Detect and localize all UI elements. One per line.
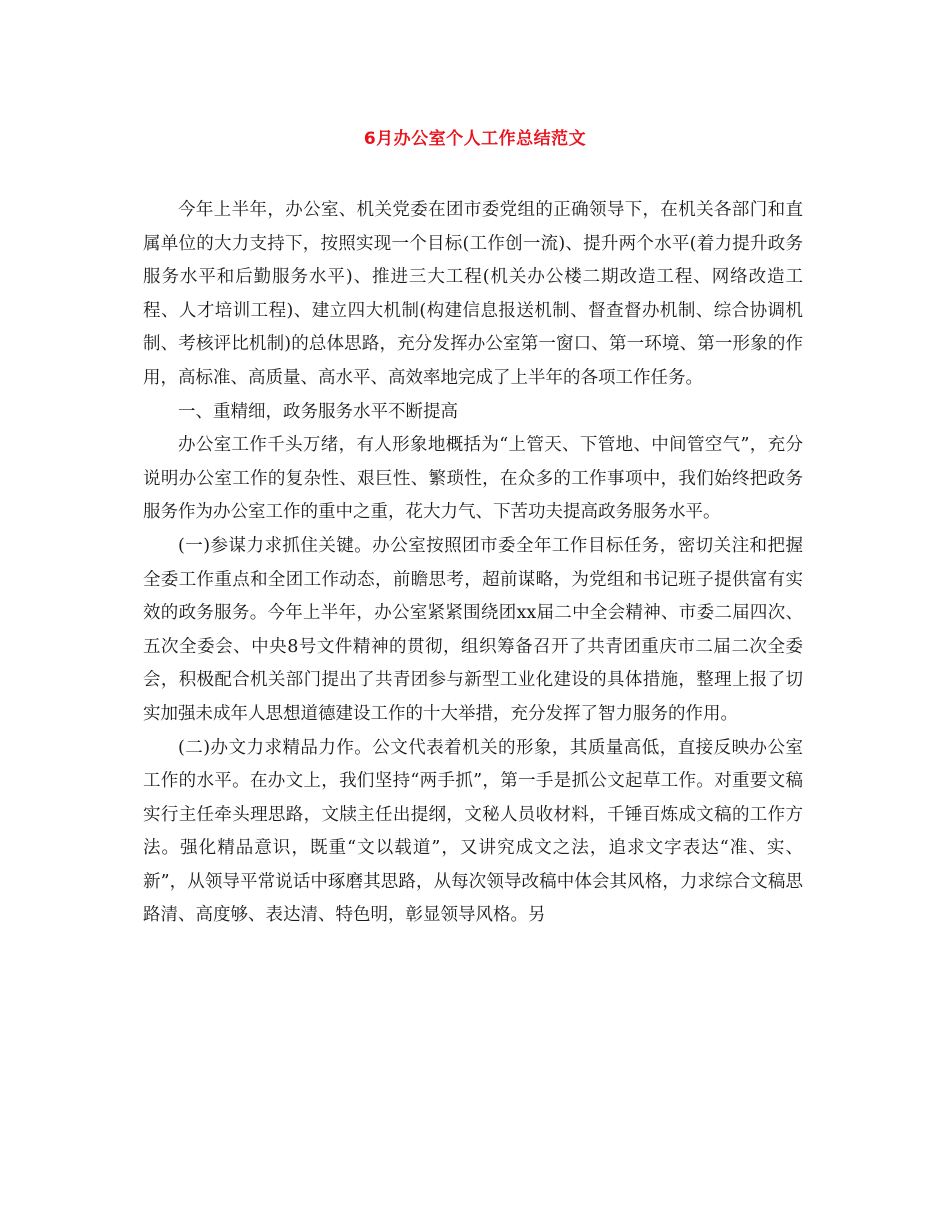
paragraph-item-1: (一)参谋力求抓住关键。办公室按照团市委全年工作目标任务，密切关注和把握全委工作重点和全团工作动态，前瞻思考，超前谋略，为党组和书记班子提供富有实效的政务服务。今年上半年，办公室紧紧围绕团xx届二中全会精神、市委二届四次、五次全委会、中央8号文件精神的贯彻，组织筹备召开了共青团重庆市二届二次全委会，积极配合机关部门提出了共青团参与新型工业化建设的具体措施，整理上报了切实加强未成年人思想道德建设工作的十大举措，充分发挥了智力服务的作用。 — [143, 535, 803, 724]
section-heading-1: 一、重精细，政务服务水平不断提高 — [178, 401, 458, 422]
document-title: 6月办公室个人工作总结范文 — [363, 129, 587, 149]
paragraph-section-1: 办公室工作千头万绪，有人形象地概括为“上管天、下管地、中间管空气”，充分说明办公室工作的复杂性、艰巨性、繁琐性，在众多的工作事项中，我们始终把政务服务作为办公室工作的重中之重，花大力气、下苦功夫提高政务服务水平。 — [143, 435, 803, 523]
paragraph-intro: 今年上半年，办公室、机关党委在团市委党组的正确领导下，在机关各部门和直属单位的大力支持下，按照实现一个目标(工作创一流)、提升两个水平(着力提升政务服务水平和后勤服务水平)、推进三大工程(机关办公楼二期改造工程、网络改造工程、人才培训工程)、建立四大机制(构建信息报送机制、督查督办机制、综合协调机制、考核评比机制)的总体思路，充分发挥办公室第一窗口、第一环境、第一形象的作用，高标准、高质量、高水平、高效率地完成了上半年的各项工作任务。 — [143, 200, 803, 388]
document-body — [143, 194, 803, 933]
paragraph-item-2: (二)办文力求精品力作。公文代表着机关的形象，其质量高低，直接反映办公室工作的水平。在办文上，我们坚持“两手抓”，第一手是抓公文起草工作。对重要文稿实行主任牵头理思路，文牍主任出提纲，文秘人员收材料，千锤百炼成文稿的工作方法。强化精品意识，既重“文以载道”，又讲究成文之法，追求文字表达“准、实、新”，从领导平常说话中琢磨其思路，从每次领导改稿中体会其风格，力求综合文稿思路清、高度够、表达清、特色明，彰显领导风格。另 — [143, 737, 803, 926]
